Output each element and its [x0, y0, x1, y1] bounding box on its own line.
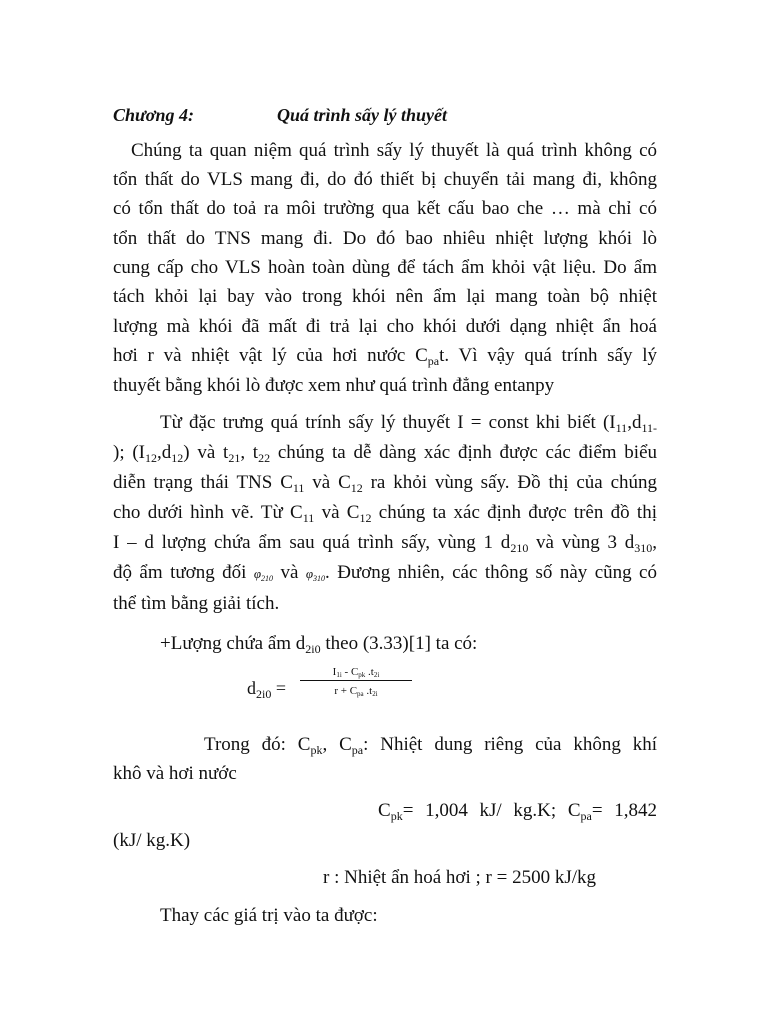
p2-l1-a: Từ đặc trưng quá trính sấy lý thuyết I = const khi biết (I	[160, 412, 616, 433]
p2-l5-s1: 210	[510, 541, 529, 555]
formula-eq: =	[271, 678, 286, 698]
num-3-sub: 2i	[373, 671, 380, 679]
p4-s1: pk	[310, 743, 323, 757]
p1-line-2: tổn thất do VLS mang đi, do đó thiết bị chuyển tải mang đi, không	[113, 169, 657, 190]
chapter-heading	[113, 103, 657, 127]
p1-line-5: cung cấp cho VLS hoàn toàn dùng để tách ẩm khỏi vật liệu. Do ẩm	[113, 257, 657, 278]
p5-b: = 1,004 kJ/ kg.K; C	[402, 800, 581, 821]
den-1: r + C	[334, 685, 358, 697]
p2-l2-s4: 22	[258, 451, 271, 465]
p2-l3-c: ra khỏi vùng sấy. Đồ thị của chúng	[362, 472, 658, 493]
den-2: .t	[363, 685, 373, 697]
formula-d-sub: 2i0	[256, 687, 272, 701]
formula-denominator	[300, 681, 412, 697]
p1-l8-a: hơi r và nhiệt vật lý của hơi nước C	[113, 345, 428, 366]
p4-s2: pa	[351, 743, 364, 757]
den-2-sub: 2i	[372, 690, 378, 698]
p1-line-7: lượng mà khói đã mất đi trả lại cho khói dưới dạng nhiệt ẩn hoá	[113, 316, 657, 337]
paragraph-6: r : Nhiệt ẩn hoá hơi ; r = 2500 kJ/kg	[323, 867, 597, 888]
p1-line-3: có tổn thất do toả ra môi trường qua kết cấu bao che … mà chỉ có	[113, 198, 657, 219]
phi-1: φ	[253, 566, 262, 581]
p2-l2-c: ) và t	[183, 442, 229, 463]
phi-symbol-210	[254, 566, 273, 581]
p2-l3-a: diễn trạng thái TNS C	[113, 472, 293, 493]
num-1: I	[332, 666, 337, 678]
p2-l6-b: và	[273, 562, 306, 583]
formula-lhs	[247, 678, 286, 699]
formula-numerator	[300, 666, 412, 681]
p3-a: +Lượng chứa ẩm d	[160, 633, 306, 654]
phi-2: φ	[305, 566, 314, 581]
p4-b: , C	[322, 734, 352, 755]
p2-l2-b: ,d	[157, 442, 172, 463]
p1-line-8	[113, 344, 657, 368]
p2-line-1	[160, 411, 657, 435]
p4-a: Trong đó: C	[204, 734, 311, 755]
p5-s1: pk	[390, 809, 403, 823]
p2-l5-b: và vùng 3 d	[528, 532, 635, 553]
p5-c: = 1,842	[591, 800, 657, 821]
p2-line-2	[113, 441, 657, 465]
p2-l4-b: và C	[314, 502, 360, 523]
p2-line-6	[113, 561, 657, 586]
p5-line-2: (kJ/ kg.K)	[113, 830, 191, 851]
p2-l6-a: độ ẩm tương đối	[113, 562, 254, 583]
formula-fraction	[300, 666, 412, 697]
chapter-number: Chương 4:	[113, 105, 194, 125]
p2-l2-e: chúng ta dễ dàng xác định được các điểm biểu	[270, 442, 658, 463]
p2-line-5	[113, 531, 657, 555]
phi-2-sub: 310	[313, 574, 326, 583]
p2-l4-s1: 11	[302, 511, 315, 525]
p2-l6-c: . Đương nhiên, các thông số này cũng có	[325, 562, 657, 583]
num-2: - C	[341, 666, 359, 678]
p2-line-3	[113, 471, 657, 495]
formula-d: d	[247, 678, 256, 698]
p2-l3-b: và C	[304, 472, 351, 493]
p1-line-6: tách khỏi lại bay vào trong khói nên ẩm lại mang toàn bộ nhiệt	[113, 286, 657, 307]
p1-line-1: Chúng ta quan niệm quá trình sấy lý thuyết là quá trình không có	[131, 140, 657, 161]
p2-l1-s2: 11-	[641, 421, 657, 435]
p2-line-7: thể tìm bằng giải tích.	[113, 593, 280, 614]
p2-l2-s1: 12	[145, 451, 158, 465]
p2-l2-s3: 21	[228, 451, 241, 465]
p2-l2-a: ); (I	[113, 442, 146, 463]
p2-l2-s2: 12	[171, 451, 184, 465]
p4-c: : Nhiệt dung riêng của không khí	[363, 734, 657, 755]
phi-1-sub: 210	[261, 574, 274, 583]
num-3: .t	[365, 666, 374, 678]
num-2-sub: pk	[358, 671, 366, 679]
p2-l5-a: I – d lượng chứa ẩm sau quá trình sấy, vùng 1 d	[113, 532, 511, 553]
p2-l4-c: chúng ta xác định được trên đồ thị	[371, 502, 657, 523]
p5-a: C	[378, 800, 391, 821]
p2-line-4	[113, 501, 657, 525]
p2-l1-b: ,d	[627, 412, 642, 433]
p2-l3-s2: 12	[350, 481, 363, 495]
paragraph-7: Thay các giá trị vào ta được:	[160, 905, 378, 926]
p3-b: theo (3.33)[1] ta có:	[320, 633, 478, 654]
p4-line-2: khô và hơi nước	[113, 763, 237, 784]
p1-line-9: thuyết bằng khói lò được xem như quá trình đẳng entanpy	[113, 375, 555, 396]
p2-l1-s1: 11	[615, 421, 628, 435]
p3-sub: 2i0	[305, 642, 321, 656]
p1-l8-b: t. Vì vậy quá trính sấy lý	[439, 345, 657, 366]
p5-s2: pa	[580, 809, 592, 823]
num-1-sub: 1i	[336, 671, 342, 679]
phi-symbol-310	[306, 566, 325, 581]
p2-l3-s1: 11	[292, 481, 305, 495]
p2-l5-c: ,	[652, 532, 657, 553]
den-1-sub: pa	[357, 690, 364, 698]
paragraph-3	[160, 632, 704, 656]
p2-l5-s2: 310	[634, 541, 653, 555]
p2-l2-d: , t	[240, 442, 259, 463]
p2-l4-a: cho dưới hình vẽ. Từ C	[113, 502, 303, 523]
p4-line-1	[204, 733, 657, 757]
p5-line-1	[378, 799, 657, 823]
p2-l4-s2: 12	[359, 511, 372, 525]
p1-line-4: tổn thất do TNS mang đi. Do đó bao nhiêu nhiệt lượng khói lò	[113, 228, 657, 249]
chapter-title: Quá trình sấy lý thuyết	[277, 105, 448, 125]
p1-l8-sub: pa	[427, 354, 440, 368]
